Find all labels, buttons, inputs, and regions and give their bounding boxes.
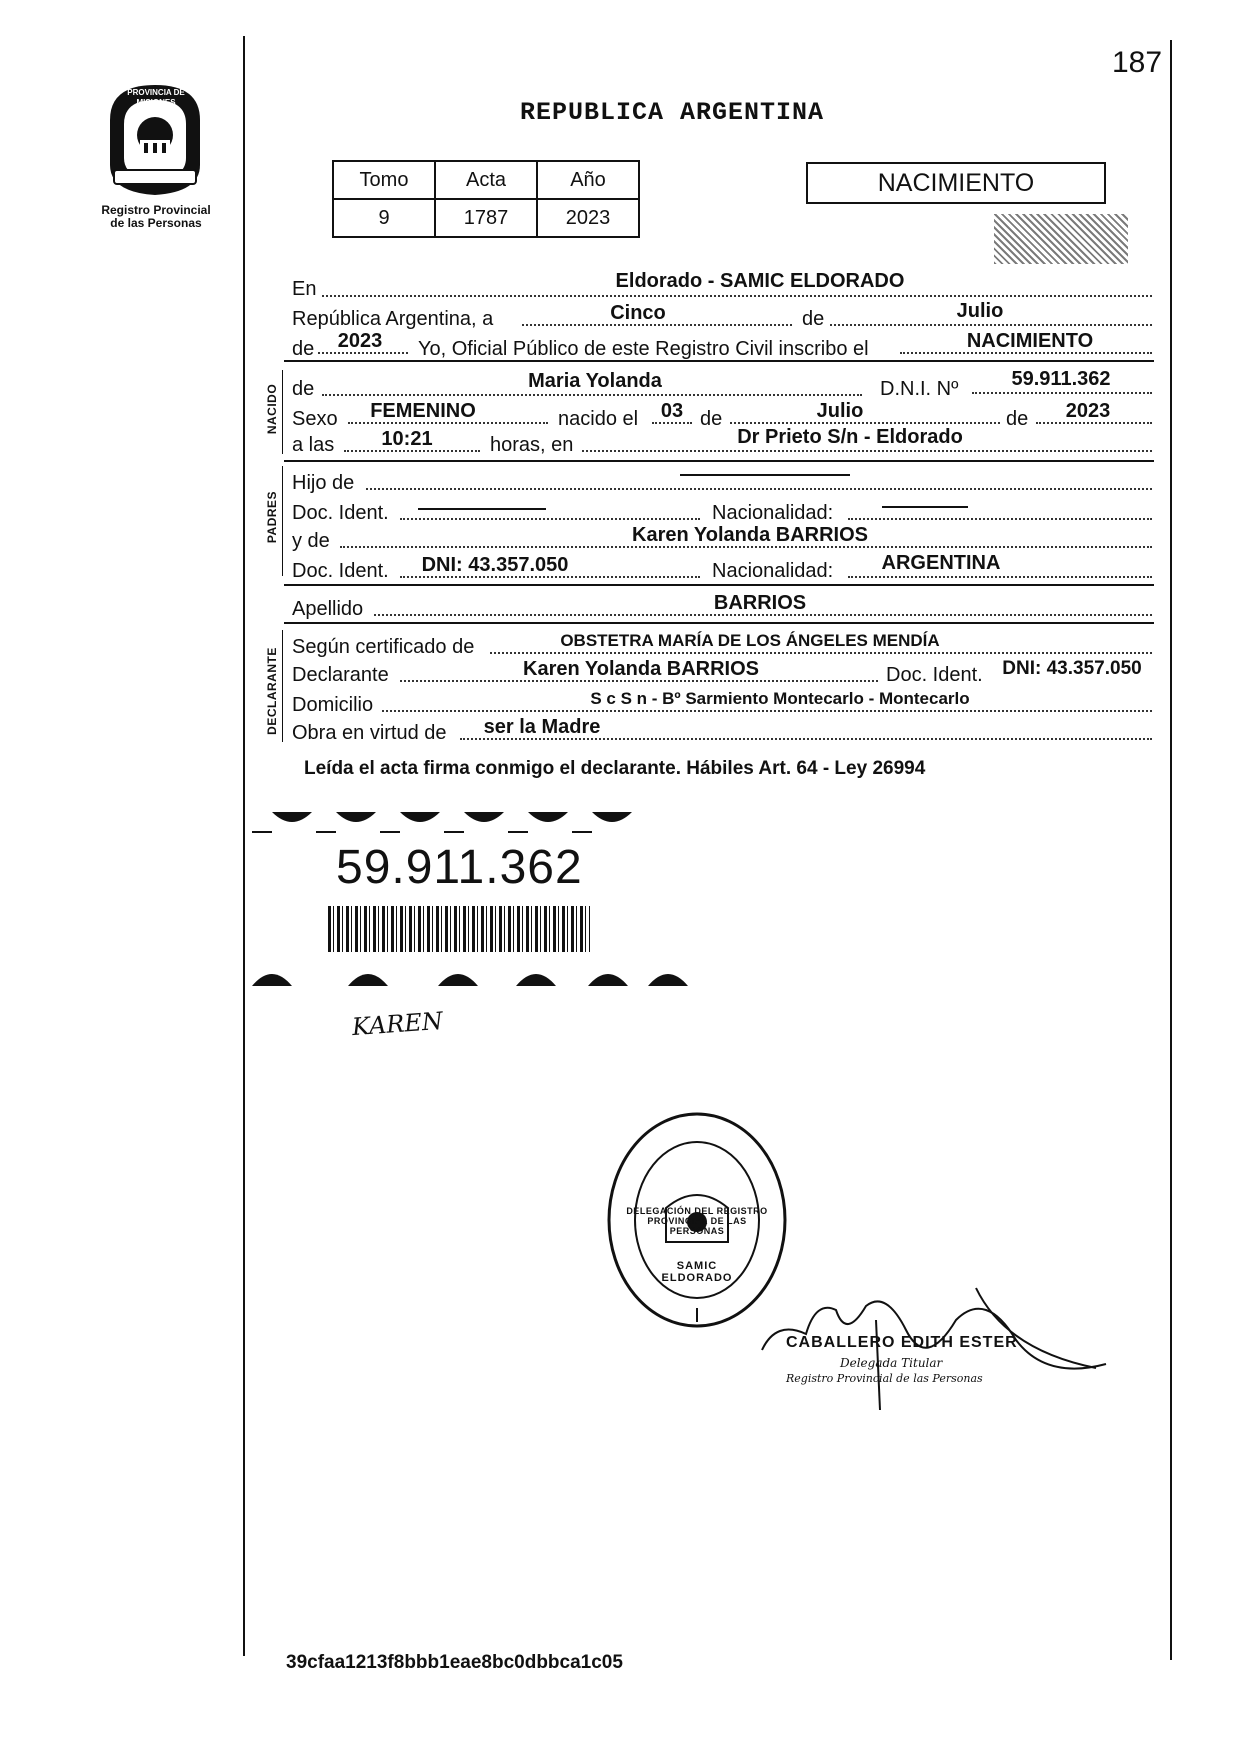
- dots-line: [1036, 422, 1152, 424]
- declarante-value: Karen Yolanda BARRIOS: [523, 658, 759, 680]
- dots-line: [848, 518, 1152, 520]
- sexo-label: Sexo: [292, 408, 338, 430]
- seal-inner-text: SAMIC ELDORADO: [661, 1260, 733, 1284]
- dots-line: [900, 352, 1152, 354]
- section-divider: [284, 360, 1154, 362]
- obra-label: Obra en virtud de: [292, 722, 447, 744]
- header-ano: Año: [537, 161, 639, 199]
- registry-name: [86, 204, 226, 230]
- acta-table-header-row: [333, 161, 639, 199]
- footer-hash: 39cfaa1213f8bbb1eae8bc0dbbca1c05: [286, 1652, 623, 1673]
- handwritten-note: KAREN: [351, 1006, 444, 1042]
- dots-line: [652, 422, 692, 424]
- inscribo-label: Yo, Oficial Público de este Registro Civil inscribo el: [418, 338, 869, 360]
- dots-line: [344, 450, 480, 452]
- certificado-label: Según certificado de: [292, 636, 475, 658]
- declarante-doc-label: Doc. Ident.: [886, 664, 983, 686]
- mother-name: Karen Yolanda BARRIOS: [632, 524, 868, 546]
- header-tomo: Tomo: [333, 161, 435, 199]
- dots-line: [322, 295, 1152, 297]
- doc-ident-label-2: Doc. Ident.: [292, 560, 389, 582]
- birth-hour: 10:21: [381, 428, 433, 450]
- nacido-el-label: nacido el: [558, 408, 639, 430]
- birth-month: Julio: [816, 400, 864, 422]
- section-bracket: [282, 370, 283, 454]
- signature-registry: Registro Provincial de las Personas: [786, 1372, 983, 1385]
- dots-line: [400, 576, 700, 578]
- a-las-label: a las: [292, 434, 335, 456]
- acta-table-value-row: [333, 199, 639, 237]
- seal-outer-text: DELEGACIÓN DEL REGISTRO PROVINCIAL DE LAS PERSONAS: [626, 1206, 768, 1236]
- dots-line: [374, 614, 1152, 616]
- horas-label: horas, en: [490, 434, 574, 456]
- dots-line: [972, 392, 1152, 394]
- month-value: Julio: [956, 300, 1004, 322]
- value-acta: 1787: [435, 199, 537, 237]
- domicilio-value: S c S n - Bº Sarmiento Montecarlo - Montecarlo: [590, 689, 970, 708]
- de-label: de: [802, 308, 825, 330]
- apellido-label: Apellido: [292, 598, 364, 620]
- mother-nationality: ARGENTINA: [881, 552, 1001, 574]
- closing-text: Leída el acta firma conmigo el declarante. Hábiles Art. 64 - Ley 26994: [304, 758, 926, 779]
- dots-line: [382, 710, 1152, 712]
- declarante-label: Declarante: [292, 664, 389, 686]
- y-de-label: y de: [292, 530, 330, 552]
- en-label: En: [292, 278, 317, 300]
- de-label-2: de: [1006, 408, 1029, 430]
- value-tomo: 9: [333, 199, 435, 237]
- dots-line: [830, 324, 1152, 326]
- stamp-mark: [994, 214, 1128, 264]
- nacido-de-label: de: [292, 378, 315, 400]
- dni-stamp-bottom-pattern: [248, 958, 688, 990]
- registry-line-1: Registro Provincial: [101, 203, 211, 217]
- province-logo: [100, 80, 210, 200]
- dni-stamp-top-pattern: [252, 806, 692, 836]
- sexo-value: FEMENINO: [370, 400, 476, 422]
- dni-label: D.N.I. Nº: [880, 378, 959, 400]
- certificado-value: OBSTETRA MARÍA DE LOS ÁNGELES MENDÍA: [560, 631, 940, 650]
- child-name: Maria Yolanda: [528, 370, 662, 392]
- apellido-value: BARRIOS: [713, 592, 807, 614]
- section-divider: [284, 584, 1154, 586]
- dni-stamp-number: 59.911.362: [336, 841, 583, 894]
- declarante-doc-value: DNI: 43.357.050: [1002, 658, 1142, 679]
- day-words: Cinco: [610, 302, 666, 324]
- blank-dash: [882, 506, 968, 508]
- obra-value: ser la Madre: [483, 716, 601, 738]
- record-type-box: NACIMIENTO: [806, 162, 1106, 204]
- year-value: 2023: [337, 330, 383, 352]
- hijo-de-label: Hijo de: [292, 472, 355, 494]
- dots-line: [400, 680, 878, 682]
- inscribo-value: NACIMIENTO: [966, 330, 1094, 352]
- logo-text: PROVINCIA DE MISIONES: [127, 88, 185, 107]
- dots-line: [522, 324, 792, 326]
- left-margin-line: [243, 36, 245, 1656]
- right-margin-line: [1170, 40, 1172, 1660]
- barcode: [328, 906, 590, 952]
- declarante-section-label: DECLARANTE: [265, 647, 279, 735]
- dots-line: [582, 450, 1152, 452]
- page-number: 187: [1112, 46, 1163, 79]
- value-ano: 2023: [537, 199, 639, 237]
- blank-dash: [680, 474, 850, 476]
- section-bracket: [282, 466, 283, 576]
- signature-title: Delegada Titular: [840, 1356, 943, 1370]
- acta-table: [332, 160, 640, 238]
- mother-doc: DNI: 43.357.050: [421, 554, 569, 576]
- section-divider: [284, 622, 1154, 624]
- signature-name: CABALLERO EDITH ESTER: [786, 1334, 1018, 1351]
- header-acta: Acta: [435, 161, 537, 199]
- year-prefix: de: [292, 338, 315, 360]
- section-bracket: [282, 630, 283, 742]
- dots-line: [322, 394, 862, 396]
- dots-line: [490, 652, 1152, 654]
- document-title: REPUBLICA ARGENTINA: [520, 98, 825, 127]
- birth-day: 03: [660, 400, 684, 422]
- birth-year: 2023: [1065, 400, 1111, 422]
- nacionalidad-label: Nacionalidad:: [712, 502, 834, 524]
- dots-line: [848, 576, 1152, 578]
- blank-dash: [418, 508, 546, 510]
- doc-ident-label: Doc. Ident.: [292, 502, 389, 524]
- registry-line-2: de las Personas: [110, 216, 202, 230]
- republica-label: República Argentina, a: [292, 308, 494, 330]
- nacido-section-label: NACIDO: [265, 383, 279, 435]
- birth-place: Dr Prieto S/n - Eldorado: [737, 426, 963, 448]
- dots-line: [460, 738, 1152, 740]
- dots-line: [340, 546, 1152, 548]
- padres-section-label: PADRES: [265, 490, 279, 544]
- de-label-1: de: [700, 408, 723, 430]
- dots-line: [366, 488, 1152, 490]
- domicilio-label: Domicilio: [292, 694, 374, 716]
- en-value: Eldorado - SAMIC ELDORADO: [615, 270, 905, 292]
- dots-line: [318, 352, 408, 354]
- dots-line: [400, 518, 700, 520]
- dots-line: [348, 422, 548, 424]
- section-divider: [284, 460, 1154, 462]
- child-dni: 59.911.362: [1011, 368, 1111, 390]
- nacionalidad-label-2: Nacionalidad:: [712, 560, 834, 582]
- dots-line: [730, 422, 1000, 424]
